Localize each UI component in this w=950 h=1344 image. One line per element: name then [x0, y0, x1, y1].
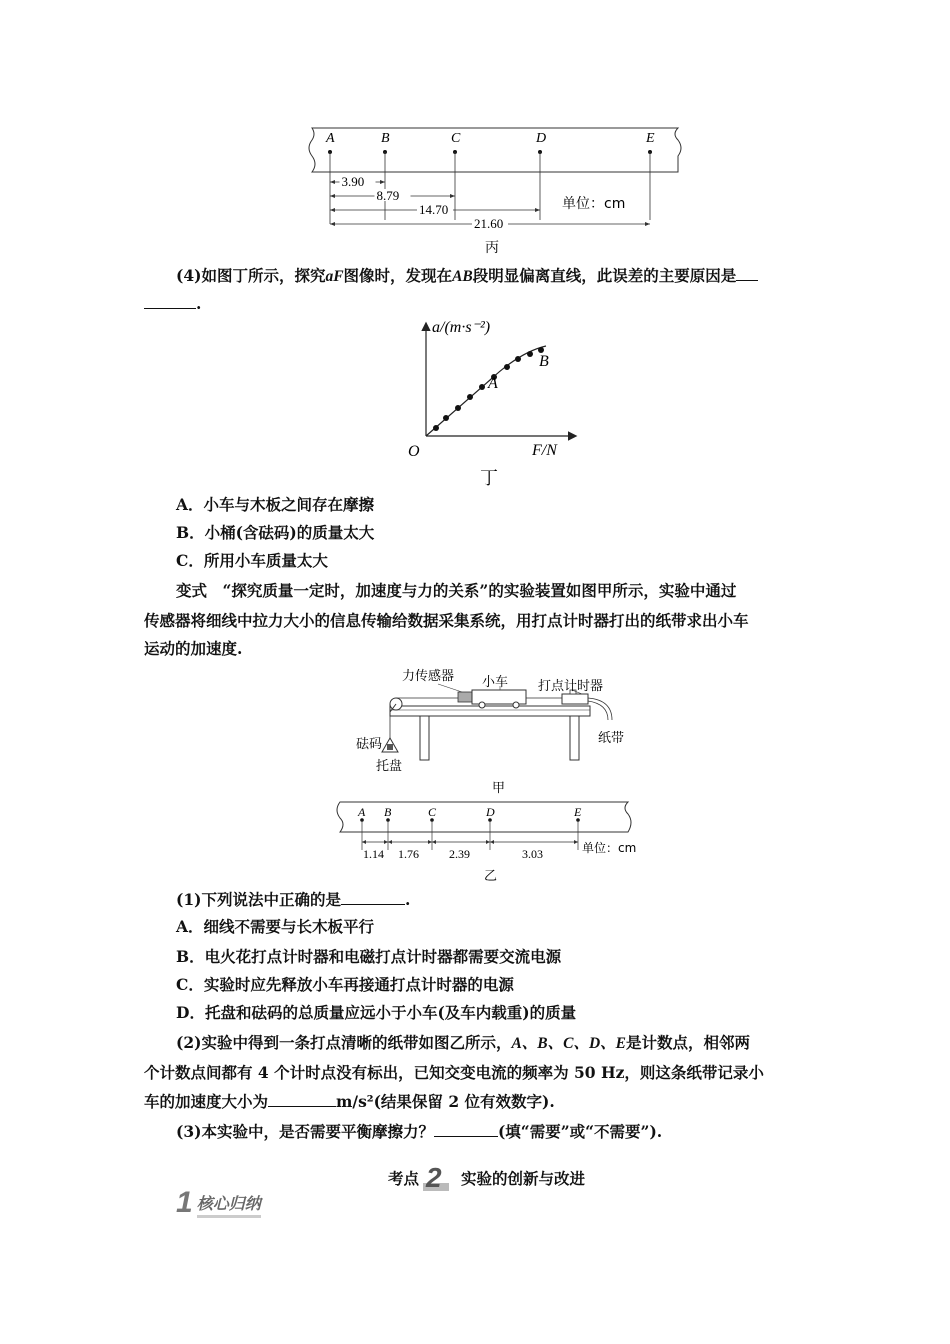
- variant-line-1: 变式 “探究质量一定时，加速度与力的关系”的实验装置如图甲所示，实验中通过: [176, 581, 737, 600]
- yi-span-arrow: [384, 840, 388, 844]
- ding-data-point-3: [467, 394, 473, 400]
- ding-data-point-0: [433, 425, 439, 431]
- q1-blank[interactable]: [341, 888, 405, 905]
- q4-blank-a[interactable]: [736, 264, 758, 281]
- jia-caption: 甲: [492, 781, 506, 796]
- figure-jia-apparatus: [350, 660, 650, 796]
- q1-stem: (1)下列说法中正确的是 .: [176, 890, 411, 909]
- core-title: 核心归纳: [197, 1191, 261, 1218]
- bing-span-arrow: [645, 222, 650, 226]
- yi-distance: 1.76: [398, 847, 419, 861]
- q2-line-3: 车的加速度大小为 m/s²(结果保留 2 位有效数字).: [144, 1092, 555, 1111]
- jia-sensor-label: 力传感器: [402, 669, 455, 684]
- bing-span-arrow: [330, 194, 335, 198]
- q1-option-c: C．实验时应先释放小车再接通打点计时器的电源: [176, 975, 514, 994]
- q2-line-1: (2)实验中得到一条打点清晰的纸带如图乙所示，A、B、C、D、E是计数点，相邻两: [176, 1033, 751, 1052]
- ding-data-point-7: [515, 356, 521, 362]
- bing-caption: 丙: [485, 240, 499, 256]
- bing-distance: 8.79: [376, 188, 400, 203]
- ding-label-b: B: [539, 353, 549, 370]
- jia-tray-label: 托盘: [376, 759, 403, 774]
- bing-label-A: A: [326, 131, 335, 146]
- q4-option-a: A．小车与木板之间存在摩擦: [176, 495, 375, 514]
- figure-yi-tape: [330, 798, 660, 884]
- variant-line-2: 传感器将细线中拉力大小的信息传输给数据采集系统，用打点计时器打出的纸带求出小车: [144, 611, 749, 630]
- figure-ding-graph: [400, 312, 590, 492]
- q4-line-2: .: [144, 292, 201, 315]
- yi-label-D: D: [486, 805, 495, 819]
- jia-weight-label: 砝码: [356, 737, 383, 752]
- ding-data-point-1: [443, 415, 449, 421]
- bing-label-D: D: [536, 131, 547, 146]
- jia-tape-label: 纸带: [598, 731, 625, 746]
- yi-label-E: E: [574, 805, 582, 819]
- q1-option-b: B．电火花打点计时器和电磁打点计时器都需要交流电源: [176, 947, 562, 966]
- section-heading: 考点 2 实验的创新与改进: [388, 1163, 586, 1193]
- yi-span-arrow: [574, 840, 578, 844]
- bing-label-C: C: [451, 131, 461, 146]
- core-number: 1: [176, 1186, 193, 1219]
- bing-span-arrow: [330, 208, 335, 212]
- q3-blank[interactable]: [434, 1120, 498, 1137]
- bing-distance: 3.90: [341, 174, 365, 189]
- bing-span-arrow: [380, 180, 385, 184]
- bing-distance: 21.60: [474, 216, 504, 231]
- ding-origin: O: [408, 443, 420, 460]
- ding-data-point-8: [527, 351, 533, 357]
- yi-label-A: A: [358, 805, 366, 819]
- q1-option-d: D．托盘和砝码的总质量应远小于小车(及车内载重)的质量: [176, 1003, 577, 1022]
- jia-cart-label: 小车: [482, 675, 509, 690]
- q2-blank[interactable]: [268, 1090, 336, 1107]
- yi-distance: 1.14: [363, 847, 384, 861]
- ding-label-a: A: [488, 375, 498, 392]
- section-number: 2: [426, 1163, 442, 1193]
- q4-line: (4)如图丁所示，探究aF图像时，发现在AB段明显偏离直线，此误差的主要原因是: [176, 264, 758, 288]
- ding-data-point-6: [504, 364, 510, 370]
- q4-blank-b[interactable]: [144, 292, 196, 309]
- jia-timer-label: 打点计时器: [538, 679, 604, 694]
- bing-label-B: B: [381, 131, 390, 146]
- yi-span-arrow: [428, 840, 432, 844]
- yi-span-arrow: [388, 840, 392, 844]
- bing-unit: 单位：cm: [562, 196, 626, 212]
- yi-label-C: C: [428, 805, 437, 819]
- bing-label-E: E: [646, 131, 655, 146]
- ding-data-point-2: [455, 405, 461, 411]
- bing-distance: 14.70: [419, 202, 449, 217]
- bing-span-arrow: [535, 208, 540, 212]
- q2-line-2: 个计数点间都有 4 个计时点没有标出，已知交变电流的频率为 50 Hz，则这条纸带记录小: [144, 1063, 764, 1082]
- yi-distance: 2.39: [449, 847, 470, 861]
- ding-data-point-4: [479, 384, 485, 390]
- ding-y-axis: a/(m·s⁻²): [432, 319, 491, 336]
- bing-span-arrow: [330, 222, 335, 226]
- core-summary-heading: [176, 1188, 261, 1218]
- section-number-badge: [423, 1163, 449, 1193]
- ding-x-axis: F/N: [532, 442, 557, 459]
- ding-caption: 丁: [480, 468, 498, 489]
- bing-span-arrow: [330, 180, 335, 184]
- yi-unit: 单位：cm: [582, 841, 637, 855]
- variant-line-3: 运动的加速度.: [144, 639, 243, 658]
- yi-caption: 乙: [484, 869, 498, 884]
- yi-span-arrow: [362, 840, 366, 844]
- q4-option-b: B．小桶(含砝码)的质量太大: [176, 523, 375, 542]
- bing-span-arrow: [450, 194, 455, 198]
- figure-bing-tape: [300, 120, 700, 260]
- q3-line: (3)本实验中，是否需要平衡摩擦力？ (填“需要”或“不需要”).: [176, 1122, 663, 1141]
- yi-span-arrow: [432, 840, 436, 844]
- yi-span-arrow: [486, 840, 490, 844]
- q1-option-a: A．细线不需要与长木板平行: [176, 917, 375, 936]
- yi-label-B: B: [384, 805, 392, 819]
- q4-option-c: C．所用小车质量太大: [176, 551, 328, 570]
- yi-span-arrow: [490, 840, 494, 844]
- yi-distance: 3.03: [522, 847, 543, 861]
